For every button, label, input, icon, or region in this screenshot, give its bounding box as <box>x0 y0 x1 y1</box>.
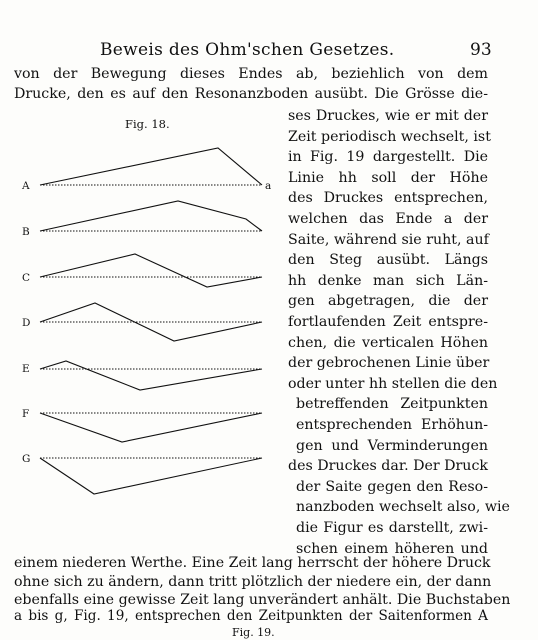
row-label-E: E <box>22 363 30 375</box>
text-line: nanzboden wechselt also, wie <box>296 499 510 516</box>
text-line: einem niederen Werthe. Eine Zeit lang herrscht der höhere Druck <box>14 555 491 571</box>
text-line: ohne sich zu ändern, dann tritt plötzlich der niedere ein, der dann <box>14 574 492 590</box>
text-line: ebenfalls eine gewisse Zeit lang unverändert anhält. Die Buchstaben <box>14 592 511 608</box>
text-line: hh denke man sich Län- <box>288 272 488 289</box>
line-C-shape <box>40 254 262 287</box>
text-line: oder unter hh stellen die den <box>288 375 498 392</box>
end-label-a: a <box>265 180 272 192</box>
text-line: entsprechenden Erhöhun- <box>296 417 488 433</box>
figure-19-caption: Fig. 19. <box>232 626 275 639</box>
text-line: Linie hh soll der Höhe <box>288 169 488 186</box>
row-label-C: C <box>22 272 31 284</box>
text-line: welchen das Ende a der <box>288 211 488 227</box>
line-A-shape <box>40 148 262 185</box>
line-E-shape <box>40 361 262 390</box>
text-line: chen, die verticalen Höhen <box>288 334 488 351</box>
text-line: betreffenden Zeitpunkten <box>296 396 488 413</box>
text-line: in Fig. 19 dargestellt. Die <box>288 149 488 166</box>
row-label-A: A <box>22 180 30 192</box>
page-number: 93 <box>470 40 492 60</box>
line-F-shape <box>40 413 262 442</box>
running-title: Beweis des Ohm'schen Gesetzes. <box>100 40 395 60</box>
text-line: Drucke, den es auf den Resonanzboden ausübt. Die Grösse die- <box>14 86 488 102</box>
line-B-shape <box>40 201 262 231</box>
text-line: des Druckes entsprechen, <box>288 190 488 207</box>
row-label-F: F <box>22 408 30 420</box>
text-line: ses Druckes, wie er mit der <box>288 108 488 124</box>
text-line: fortlaufenden Zeit entspre- <box>288 314 488 330</box>
text-line: gen und Verminderungen <box>296 437 488 454</box>
text-line: der gebrochenen Linie über <box>288 355 490 372</box>
text-line: a bis g, Fig. 19, entsprechen den Zeitpunkten der Saitenformen A <box>14 608 488 624</box>
text-line: Zeit periodisch wechselt, ist <box>288 128 491 145</box>
row-label-B: B <box>22 226 30 238</box>
figure-18-caption: Fig. 18. <box>125 117 170 131</box>
text-line: von der Bewegung dieses Endes ab, beziehlich von dem <box>14 66 488 82</box>
text-line: des Druckes dar. Der Druck <box>288 458 488 475</box>
row-label-D: D <box>22 317 31 329</box>
text-line: der Saite gegen den Reso- <box>296 478 488 495</box>
text-line: schen einem höheren und <box>296 540 488 557</box>
row-label-G: G <box>22 453 31 465</box>
text-line: Saite, während sie ruht, auf <box>288 231 489 248</box>
text-line: gen abgetragen, die der <box>288 293 488 310</box>
text-line: den Steg ausübt. Längs <box>288 252 488 269</box>
line-G-shape <box>40 458 262 494</box>
text-line: die Figur es darstellt, zwi- <box>296 520 488 536</box>
